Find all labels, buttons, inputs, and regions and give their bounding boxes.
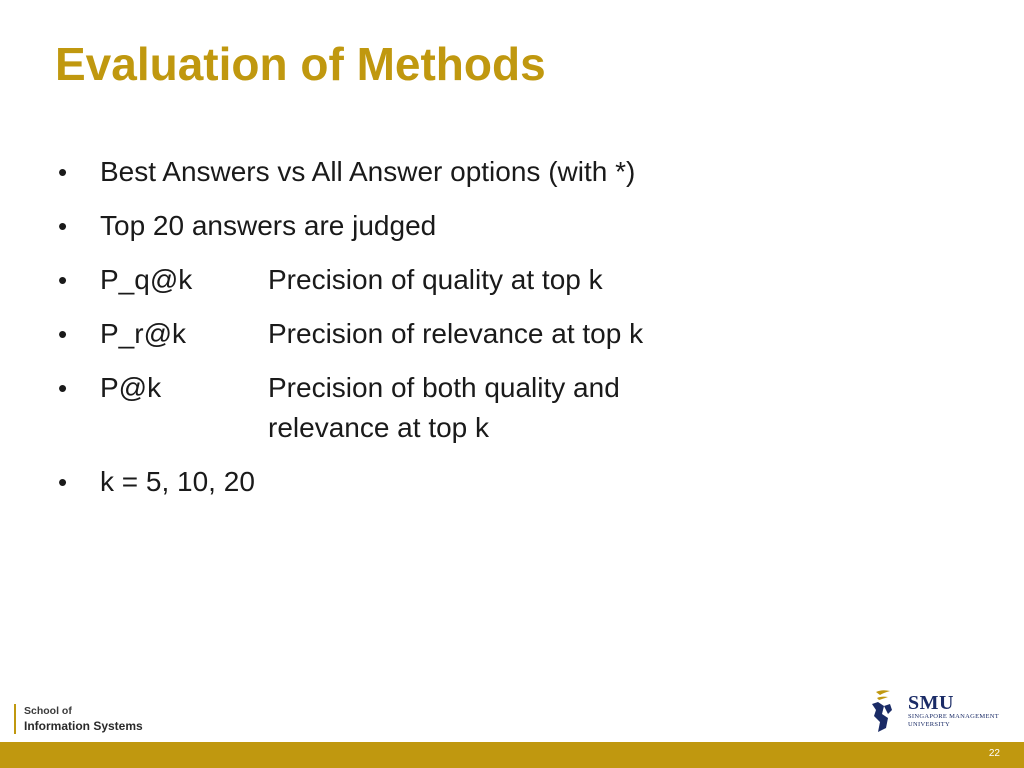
bullet-text: Top 20 answers are judged	[100, 210, 437, 241]
school-label-line1: School of	[24, 705, 72, 717]
bullet-item	[58, 152, 958, 192]
smu-logo	[868, 682, 1014, 740]
bullet-text: Best Answers vs All Answer options (with *)	[100, 156, 636, 187]
bullet-dot: •	[58, 373, 68, 403]
bullet-dot: •	[58, 157, 68, 187]
smu-logo-text	[908, 693, 999, 729]
page-number: 22	[988, 748, 1000, 759]
metric-term: P@k	[100, 372, 162, 403]
bullet-dot: •	[58, 211, 68, 241]
bullet-text: k = 5, 10, 20	[100, 466, 255, 497]
bullet-item	[58, 314, 958, 354]
bullet-dot: •	[58, 319, 68, 349]
bullet-item	[58, 462, 958, 502]
bullet-item	[58, 206, 958, 246]
school-label	[14, 704, 143, 734]
metric-term: P_q@k	[100, 264, 193, 295]
metric-description: Precision of quality at top k	[268, 264, 603, 295]
smu-logo-name: SMU	[908, 692, 954, 714]
metric-term: P_r@k	[100, 318, 186, 349]
slide-title: Evaluation of Methods	[55, 38, 546, 90]
school-label-line2: Information Systems	[24, 719, 143, 733]
bullet-dot: •	[58, 265, 68, 295]
smu-logo-subtitle-line2: UNIVERSITY	[908, 721, 950, 728]
metric-description: Precision of relevance at top k	[268, 318, 644, 349]
smu-logo-subtitle-line1: SINGAPORE MANAGEMENT	[908, 713, 1000, 720]
bullet-item	[58, 260, 958, 300]
smu-lion-logo-icon	[868, 688, 902, 734]
bullet-dot: •	[58, 467, 68, 497]
footer-bar	[0, 742, 1024, 768]
metric-description: Precision of both quality and relevance at top k	[268, 372, 620, 443]
bullet-item	[58, 368, 958, 448]
bullet-list	[58, 152, 958, 516]
